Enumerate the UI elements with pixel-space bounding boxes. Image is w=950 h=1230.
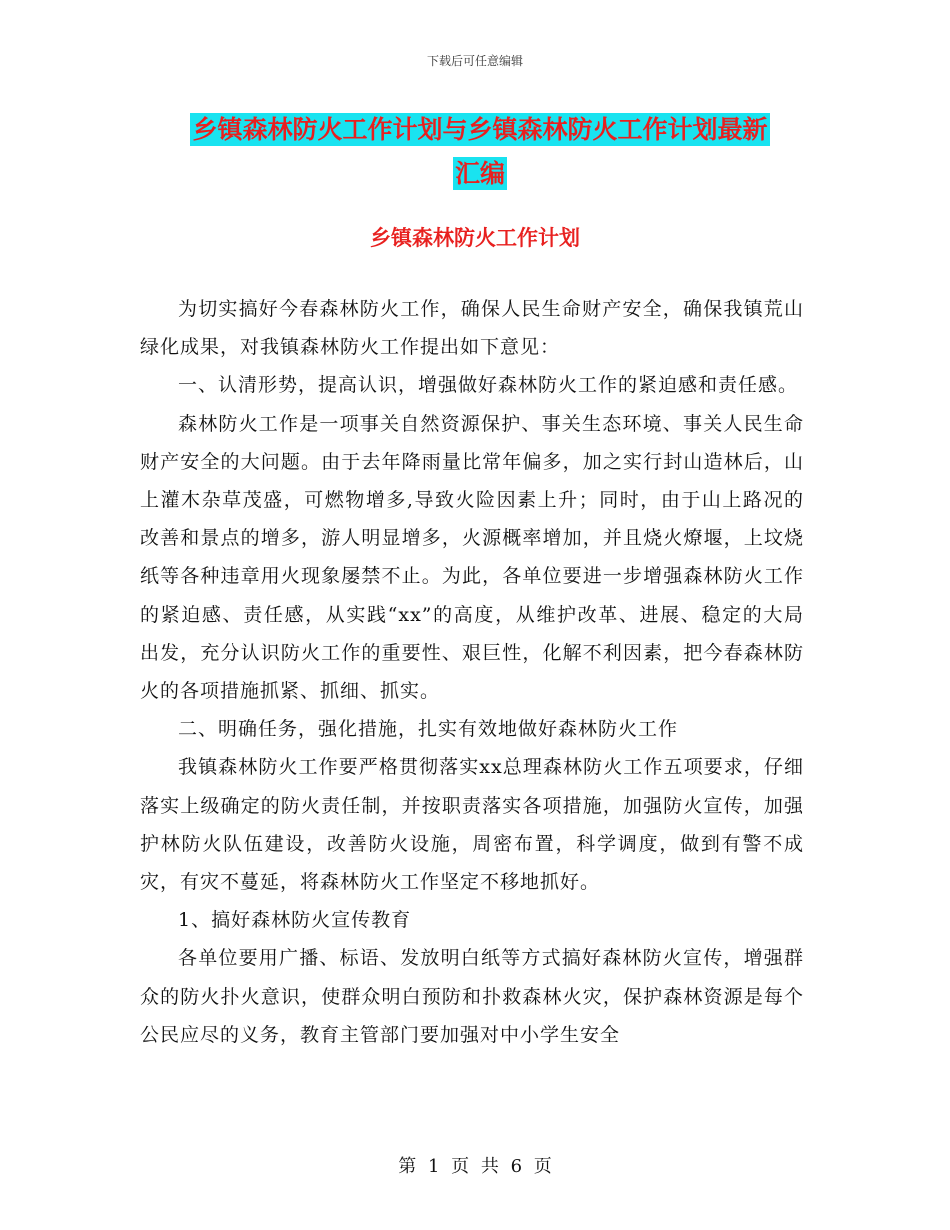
paragraph: 各单位要用广播、标语、发放明白纸等方式搞好森林防火宣传，增强群众的防火扑火意识，使群众明白预防和扑救森林火灾，保护森林资源是每个公民应尽的义务，教育主管部门要加强对中小学生安全 (140, 947, 804, 1046)
document-title-line-1: 乡镇森林防火工作计划与乡镇森林防火工作计划最新 (192, 115, 768, 144)
paragraph: 我镇森林防火工作要严格贯彻落实xx总理森林防火工作五项要求，仔细落实上级确定的防火责任制，并按职责落实各项措施，加强防火宣传，加强护林防火队伍建设，改善防火设施，周密布置，科学调度，做到有警不成灾，有灾不蔓延，将森林防火工作坚定不移地抓好。 (140, 756, 804, 894)
paragraph: 二、明确任务，强化措施，扎实有效地做好森林防火工作 (178, 718, 679, 741)
document-title-line-2: 汇编 (454, 159, 505, 188)
paragraph: 1、搞好森林防火宣传教育 (178, 909, 412, 932)
paragraph: 为切实搞好今春森林防火工作，确保人民生命财产安全，确保我镇荒山绿化成果，对我镇森林防火工作提出如下意见： (140, 298, 804, 359)
header-note: 下载后可任意编辑 (426, 54, 523, 68)
section-title: 乡镇森林防火工作计划 (370, 226, 580, 250)
paragraph: 森林防火工作是一项事关自然资源保护、事关生态环境、事关人民生命财产安全的大问题。由于去年降雨量比常年偏多，加之实行封山造林后，山上灌木杂草茂盛，可燃物增多,导致火险因素上升；同时，由于山上路况的改善和景点的增多，游人明显增多，火源概率增加，并且烧火燎堰，上坟烧纸等各种违章用火现象屡禁不止。为此，各单位要进一步增强森林防火工作的紧迫感、责任感，从实践“xx”的高度，从维护改革、进展、稳定的大局出发，充分认识防火工作的重要性、艰巨性，化解不利因素，把今春森林防火的各项措施抓紧、抓细、抓实。 (140, 412, 804, 703)
paragraph: 一、认清形势，提高认识，增强做好森林防火工作的紧迫感和责任感。 (178, 374, 799, 397)
page-number: 第 1 页 共 6 页 (398, 1156, 552, 1177)
document-body (140, 290, 804, 1054)
document-title (140, 108, 820, 196)
